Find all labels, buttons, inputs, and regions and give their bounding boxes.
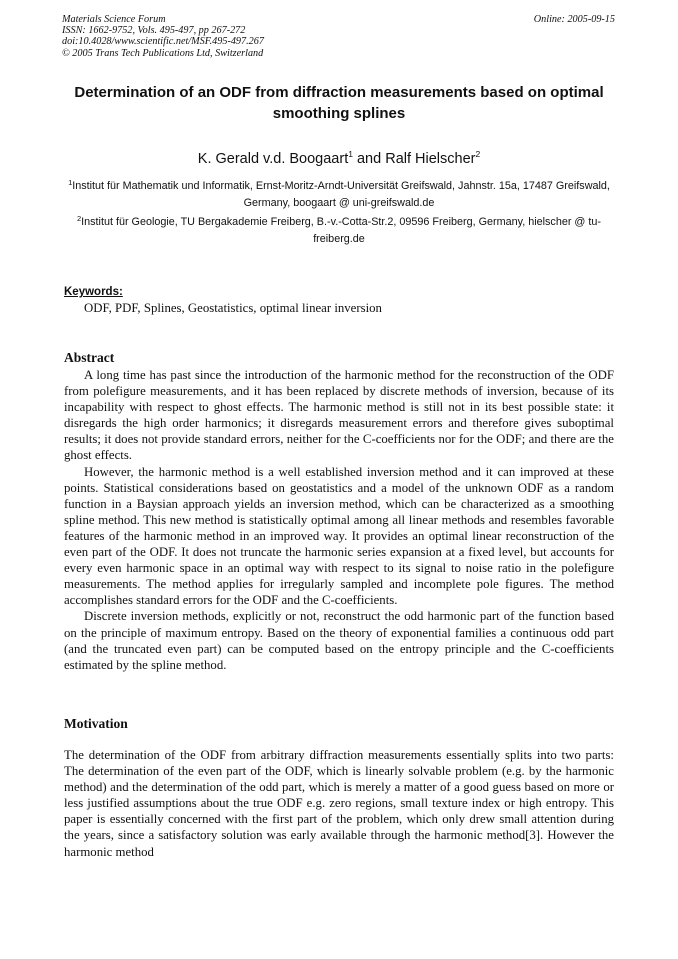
abstract-paragraph: Discrete inversion methods, explicitly or not, reconstruct the odd harmonic part of the function based on the principle of maximum entropy. Based on the theory of exponential families a continuous odd part (and the truncated even part) can be computed based on the entropy principle and the C-coefficients estimated by the spline method. (64, 609, 614, 672)
abstract-paragraph: A long time has past since the introduction of the harmonic method for the reconstruction of the ODF from polefigure measurements, and it has been replaced by discrete methods of inversion, because of its incapability with respect to ghost effects. The harmonic method is still not in its best possible state: it disregards the high order harmonics; it disregards measurement errors and therefore gives suboptimal results; it does not provide standard errors, neither for the C-coefficients nor for the ODF; and there are the ghost effects. (64, 368, 614, 463)
affiliation-marker: 2 (76, 214, 82, 223)
keywords-heading: Keywords: (64, 286, 123, 298)
affiliation-marker: 1 (348, 149, 353, 159)
abstract-heading: Abstract (64, 350, 115, 365)
affiliation-item (62, 175, 616, 211)
affiliation-item (62, 211, 616, 247)
abstract-paragraph: However, the harmonic method is a well established inversion method and it can improved at these points. Statistical considerations based on geostatistics and a model of the unknown ODF as a random function in a Baysian approach yields an inversion method, which can be characterized as a smoothing spline method. This new method is statistically optimal among all linear methods and resembles favorable features of the harmonic method in an improved way. It provides an optimal linear reconstruction of the even part of the ODF. It does not truncate the harmonic series expansion at a fixed level, but accounts for every even harmonic space in an optimal way with respect to its signal to noise ratio in the polefigure measurements. The method applies for irregularly sampled and incomplete pole figures. The method accomplishes standard errors for the ODF and the C-coefficients. (64, 464, 614, 608)
author-name: Ralf Hielscher (385, 151, 476, 167)
journal-name: Materials Science Forum (62, 14, 166, 25)
affiliation-marker: 2 (475, 149, 481, 159)
author-line (62, 145, 616, 168)
issn-line: ISSN: 1662-9752, Vols. 495-497, pp 267-272 (62, 25, 246, 37)
author-name: K. Gerald v.d. Boogaart (197, 151, 349, 167)
abstract-body (64, 367, 614, 673)
paper-title: Determination of an ODF from diffraction measurements based on optimal smoothing splines (74, 84, 604, 122)
keywords-text: ODF, PDF, Splines, Geostatistics, optimal linear inversion (84, 301, 382, 315)
journal-header (62, 14, 264, 59)
doi-line[interactable]: doi:10.4028/www.scientific.net/MSF.495-497.267 (62, 36, 264, 48)
motivation-body (64, 747, 614, 860)
online-date: Online: 2005-09-15 (533, 14, 615, 25)
copyright-line: © 2005 Trans Tech Publications Ltd, Switzerland (62, 47, 264, 59)
affiliation-text: Institut für Mathematik und Informatik, Ernst-Moritz-Arndt-Universität Greifswald, Jahnstr. 15a, 17487 Greifswald, Germany, boogaart @ uni-greifswald.de (72, 180, 610, 209)
affiliations (62, 175, 616, 247)
motivation-paragraph: The determination of the ODF from arbitrary diffraction measurements essentially splits into two parts: The determination of the even part of the ODF, which is linearly solvable problem (e.g. by the harmonic method) and the determination of the odd part, which is merely a matter of a good guess based on more or less justified assumptions about the true ODF e.g. zero regions, small texture index or high entropy. This paper is essentially concerned with the first part of the problem, which only drew small attention during the years, since a satisfactory solution was early available through the harmonic method[3]. However the harmonic method (64, 748, 614, 859)
affiliation-marker: 1 (68, 178, 73, 187)
author-conjunction: and (352, 151, 386, 167)
motivation-heading: Motivation (64, 716, 128, 731)
affiliation-text: Institut für Geologie, TU Bergakademie Freiberg, B.-v.-Cotta-Str.2, 09596 Freiberg, Germany, hielscher @ tu-freiberg.de (81, 216, 601, 245)
